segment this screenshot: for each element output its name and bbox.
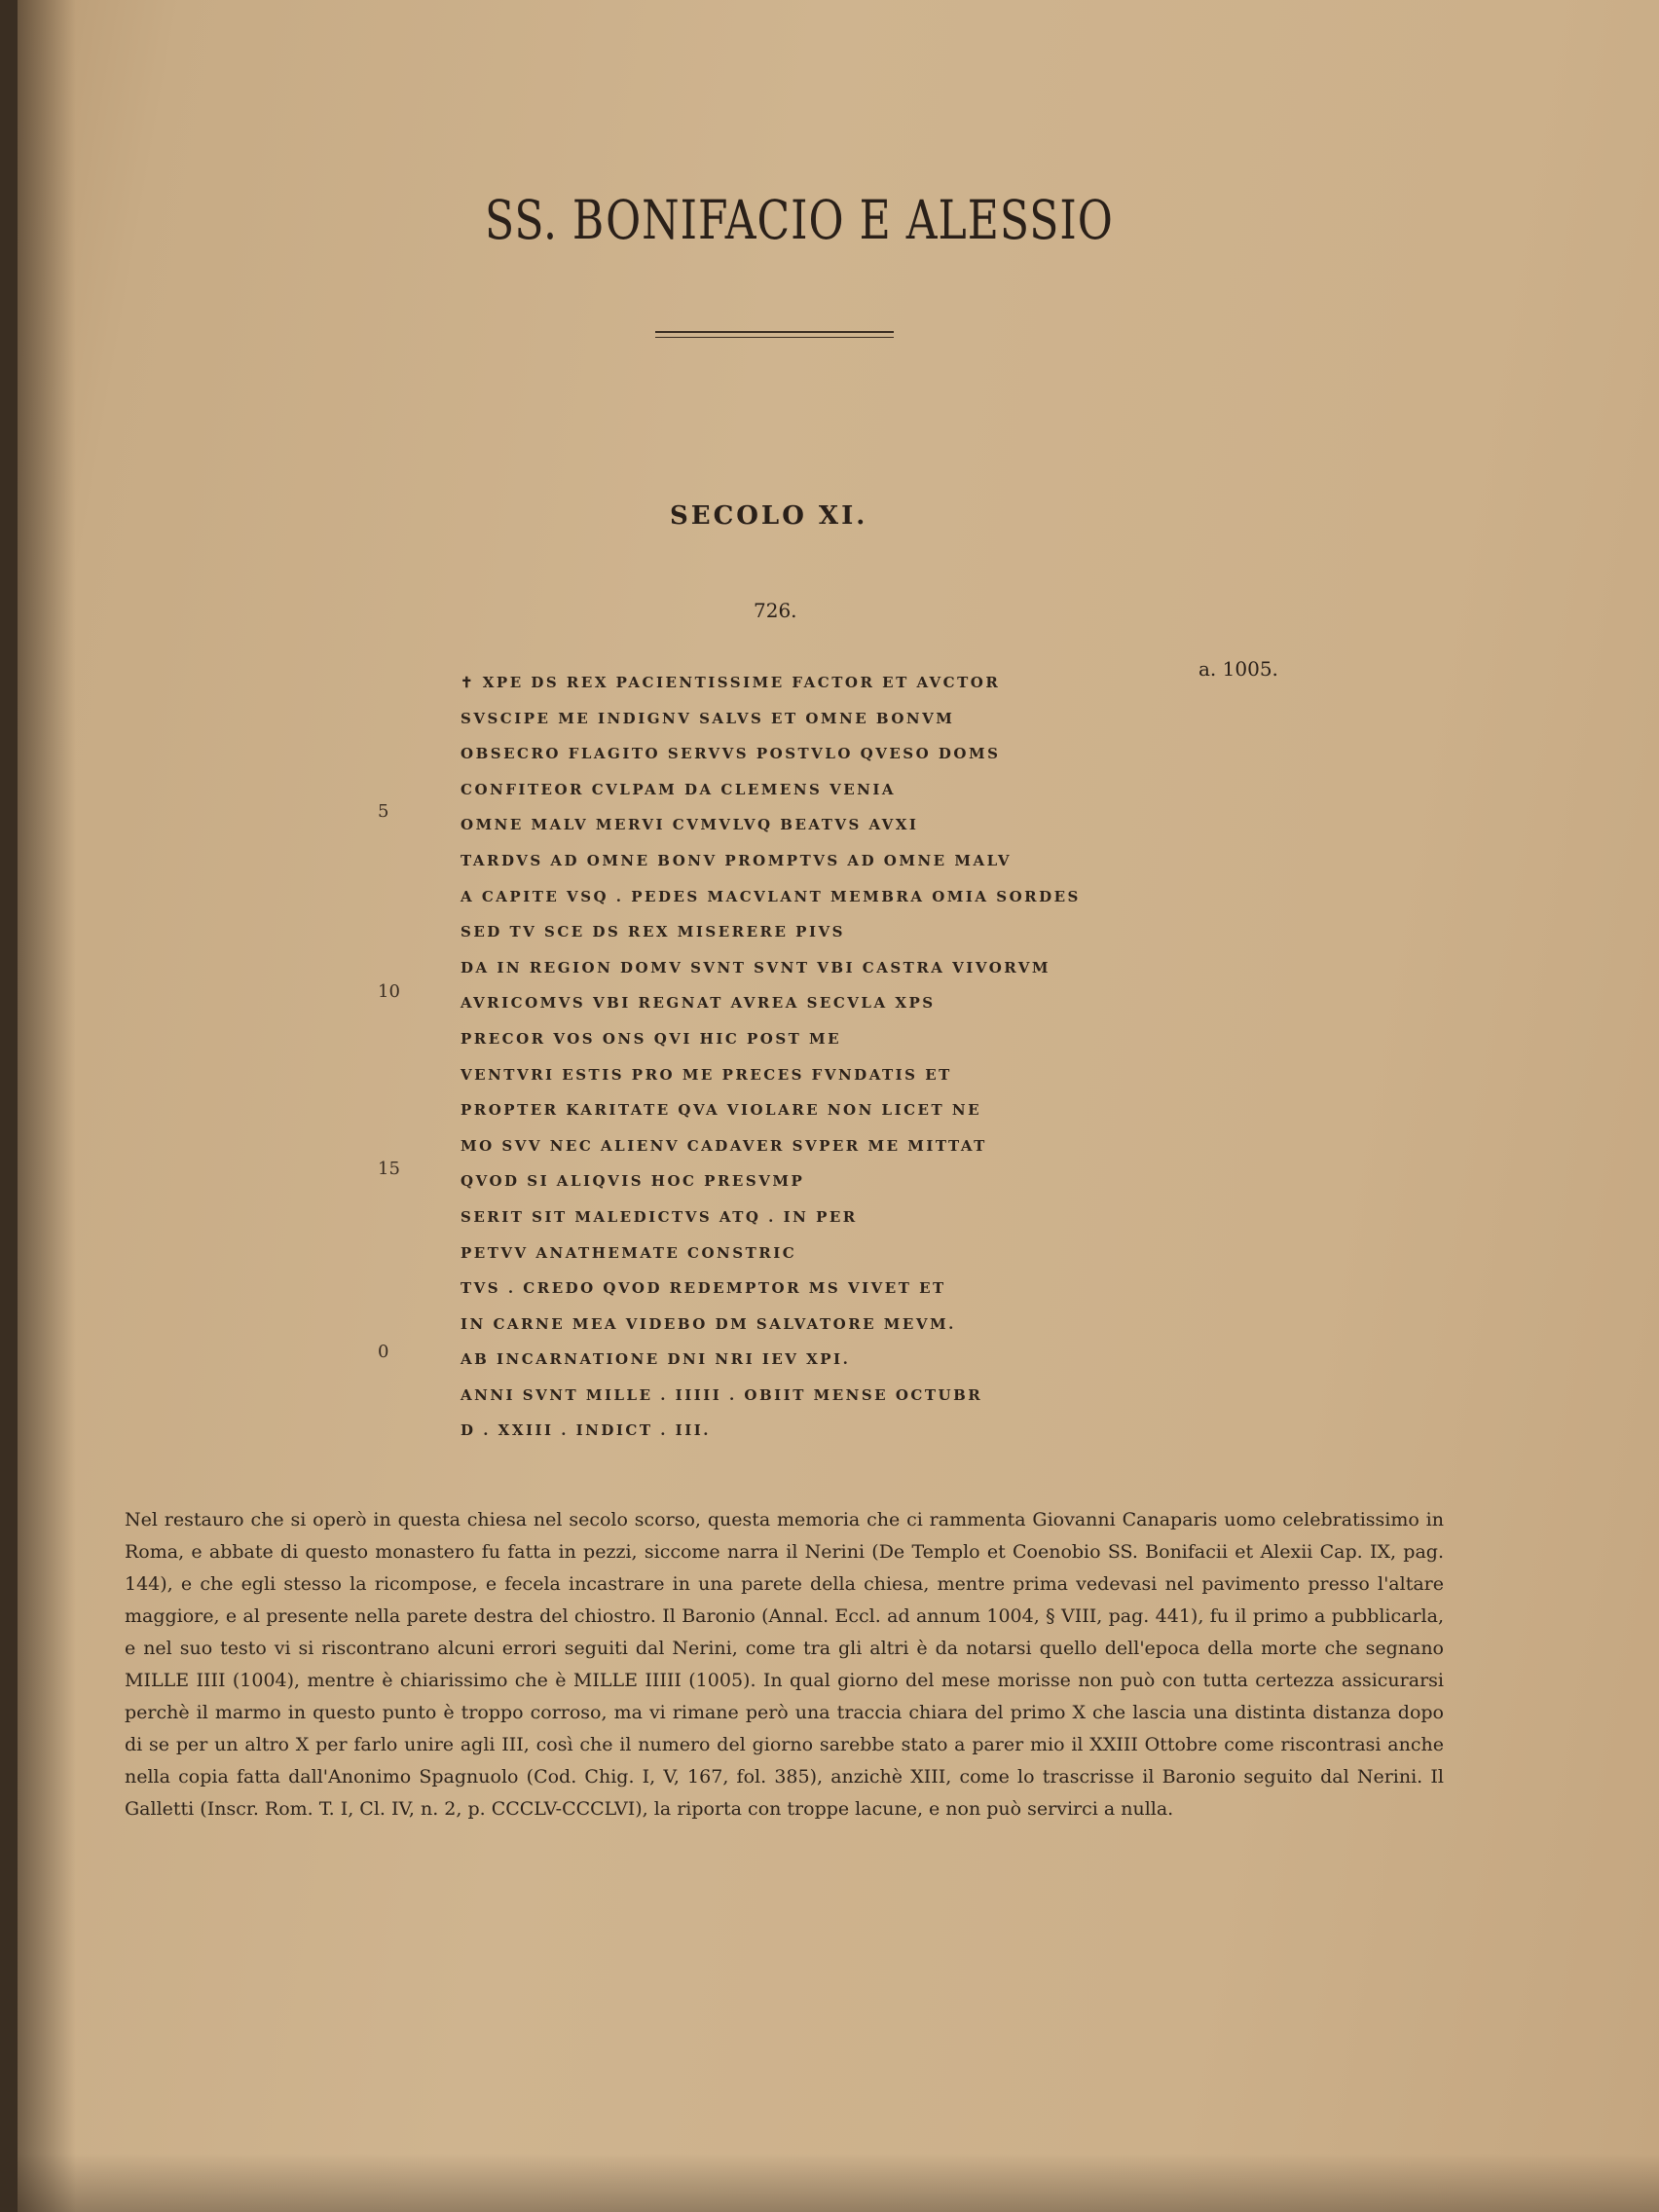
spine-shadow	[18, 0, 76, 2212]
inscription-line: OBSECRO FLAGITO SERVVS POSTVLO QVESO DOMS	[461, 745, 1001, 763]
inscription-number: 726.	[754, 599, 797, 622]
section-heading: SECOLO XI.	[670, 501, 868, 531]
inscription-line: AB INCARNATIONE DNI NRI IEV XPI.	[461, 1350, 851, 1369]
inscription-line: DA IN REGION DOMV SVNT SVNT VBI CASTRA VIVORVM	[461, 958, 1051, 977]
inscription-line: D . XXIII . INDICT . III.	[461, 1421, 711, 1440]
inscription-line: TARDVS AD OMNE BONV PROMPTVS AD OMNE MALV	[461, 851, 1012, 869]
inscription-line: SERIT SIT MALEDICTVS ATQ . IN PER	[461, 1207, 858, 1226]
line-number: 15	[378, 1159, 400, 1179]
inscription-line: SED TV SCE DS REX MISERERE PIVS	[461, 923, 845, 941]
line-number: 5	[378, 801, 389, 822]
inscription-line: ✝ XPE DS REX PACIENTISSIME FACTOR ET AVCTOR	[461, 674, 1001, 691]
page-title: SS. BONIFACIO E ALESSIO	[485, 190, 1114, 252]
inscription-line: PETVV ANATHEMATE CONSTRIC	[461, 1243, 797, 1262]
inscription-line: CONFITEOR CVLPAM DA CLEMENS VENIA	[461, 780, 897, 798]
inscription-text	[461, 665, 1081, 1449]
inscription-line: TVS . CREDO QVOD REDEMPTOR MS VIVET ET	[461, 1279, 946, 1298]
inscription-line: QVOD SI ALIQVIS HOC PRESVMP	[461, 1172, 805, 1191]
inscription-line: VENTVRI ESTIS PRO ME PRECES FVNDATIS ET	[461, 1065, 952, 1084]
book-page	[18, 0, 1659, 2212]
inscription-line: IN CARNE MEA VIDEBO DM SALVATORE MEVM.	[461, 1314, 956, 1333]
inscription-line: PROPTER KARITATE QVA VIOLARE NON LICET NE	[461, 1101, 982, 1120]
inscription-line: SVSCIPE ME INDIGNV SALVS ET OMNE BONVM	[461, 709, 955, 727]
title-divider	[655, 331, 894, 338]
inscription-line: PRECOR VOS ONS QVI HIC POST ME	[461, 1029, 842, 1048]
inscription-line: ANNI SVNT MILLE . IIIII . OBIIT MENSE OCTUBR	[461, 1385, 983, 1404]
commentary-paragraph: Nel restauro che si operò in questa chiesa nel secolo scorso, questa memoria che ci rammenta Giovanni Canaparis uomo celebratissimo in Roma, e abbate di questo monastero fu fatta in pezzi, siccome narra il Nerini (De Templo et Coenobio SS. Bonifacii et Alexii Cap. IX, pag. 144), e che egli stesso la ricompose, e fecela incastrare in una parete della chiesa, mentre prima vedevasi nel pavimento presso l'altare maggiore, e al presente nella parete destra del chiostro. Il Baronio (Annal. Eccl. ad annum 1004, § VIII, pag. 441), fu il primo a pubblicarla, e nel suo testo vi si riscontrano alcuni errori seguiti dal Nerini, come tra gli altri è da notarsi quello dell'epoca della morte che segnano MILLE IIII (1004), mentre è chiarissimo che è MILLE IIIII (1005). In qual giorno del mese morisse non può con tutta certezza assicurarsi perchè il marmo in questo punto è troppo corroso, ma vi rimane però una traccia chiara del primo X che lascia una distinta distanza dopo di se per un altro X per farlo unire agli III, così che il numero del giorno sarebbe stato a parer mio il XXIII Ottobre come riscontrasi anche nella copia fatta dall'Anonimo Spagnuolo (Cod. Chig. I, V, 167, fol. 385), anzichè XIII, come lo trascrisse il Baronio seguito dal Nerini. Il Galletti (Inscr. Rom. T. I, Cl. IV, n. 2, p. CCCLV-CCCLVI), la riporta con troppe lacune, e non può servirci a nulla.	[125, 1509, 1444, 1820]
page-bottom-shadow	[18, 2154, 1659, 2212]
inscription-date: a. 1005.	[1198, 657, 1278, 681]
inscription-line: A CAPITE VSQ . PEDES MACVLANT MEMBRA OMIA SORDES	[461, 887, 1081, 905]
inscription-line: MO SVV NEC ALIENV CADAVER SVPER ME MITTAT	[461, 1136, 987, 1155]
inscription-line: AVRICOMVS VBI REGNAT AVREA SECVLA XPS	[461, 994, 936, 1013]
inscription-line: OMNE MALV MERVI CVMVLVQ BEATVS AVXI	[461, 816, 919, 834]
line-number: 0	[378, 1342, 389, 1362]
line-number: 10	[378, 981, 400, 1002]
